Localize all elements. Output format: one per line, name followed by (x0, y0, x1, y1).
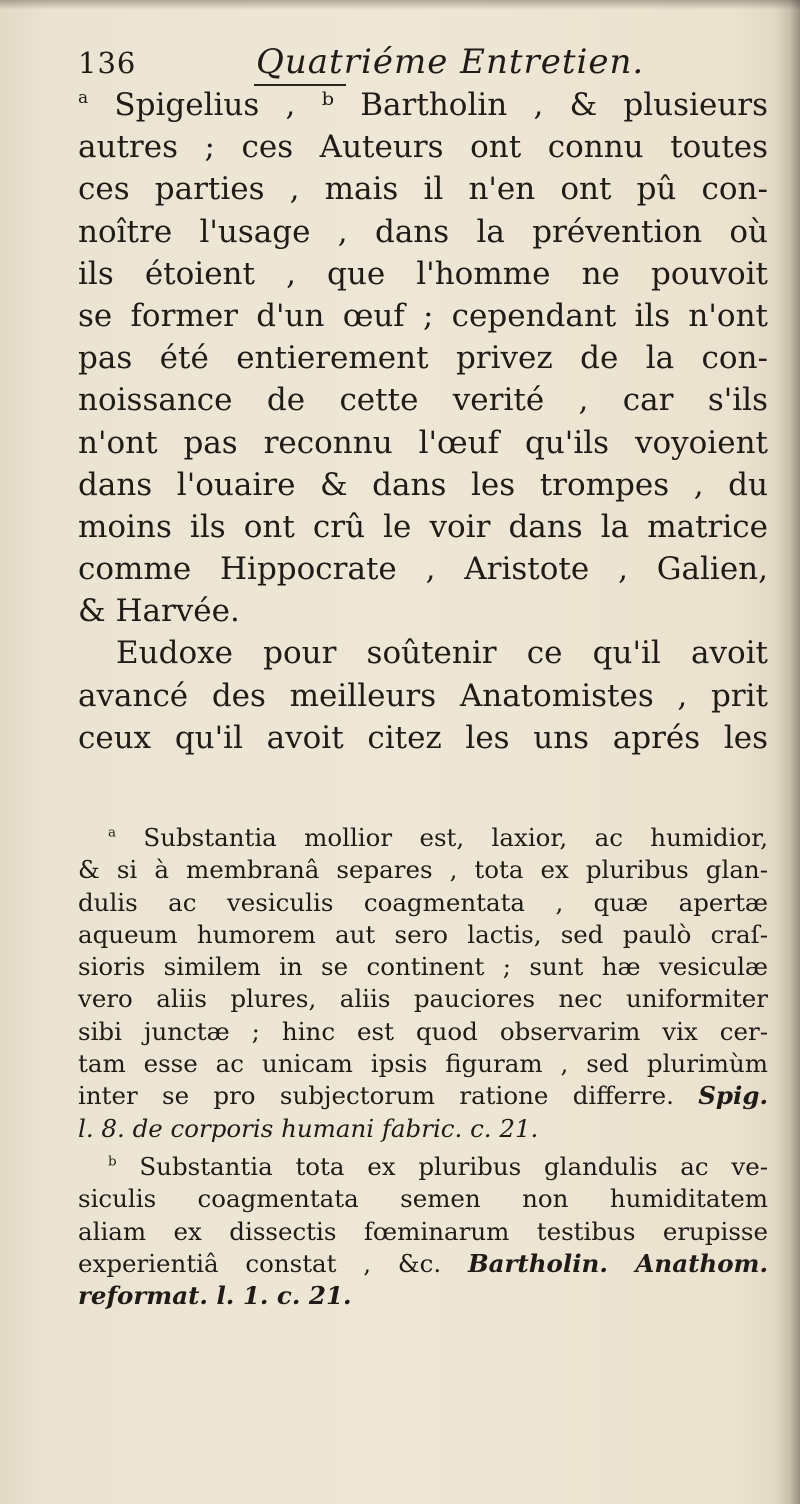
line-text: avancé des meilleurs Anatomistes , prit (78, 677, 768, 714)
text-line (78, 126, 768, 168)
page-number: 136 (78, 46, 137, 80)
footnote-line (78, 951, 768, 983)
line-text: moins ils ont crû le voir dans la matrice (78, 508, 768, 545)
text-line (78, 168, 768, 210)
footnotes (78, 822, 768, 1312)
footnote-line (78, 1280, 768, 1312)
line-text: dans l'ouaire & dans les trompes , du (78, 466, 768, 503)
text-line (78, 211, 768, 253)
footnote-line (78, 1113, 768, 1145)
line-text: & Harvée. (78, 593, 240, 630)
text-line (78, 379, 768, 421)
text-line (78, 422, 768, 464)
line-text: pas été entierement privez de la con- (78, 340, 768, 377)
footnote-line (78, 1016, 768, 1048)
text-line (78, 675, 768, 717)
line-text: se former d'un œuf ; cependant ils n'ont (78, 297, 768, 334)
line-text: ils étoient , que l'homme ne pouvoit (78, 255, 768, 292)
page-top-shadow (0, 0, 800, 10)
line-text: sioris similem in se continent ; sunt hæ vesiculæ (78, 952, 768, 982)
text-line (78, 548, 768, 590)
citation: l. 8. de corporis humani fabric. c. 21. (78, 1113, 539, 1143)
line-text: experientiâ constat , &c. (78, 1248, 442, 1278)
line-text: Eudoxe pour soûtenir ce qu'il avoit (116, 635, 768, 672)
note-marker: b (108, 1153, 117, 1170)
text-line (78, 337, 768, 379)
line-text: aqueum humorem aut sero lactis, sed paulò craſ- (78, 919, 768, 949)
line-text: comme Hippocrate , Aristote , Galien, (78, 551, 768, 588)
line-text: vero aliis plures, aliis pauciores nec uniformiter (78, 984, 768, 1014)
footnote-line (78, 1248, 768, 1280)
line-text: autres ; ces Auteurs ont connu toutes (78, 129, 768, 166)
footnote-line (78, 1151, 768, 1183)
text-line (78, 295, 768, 337)
main-text (78, 84, 768, 759)
footnote-line (78, 1183, 768, 1215)
footnote-line (78, 1216, 768, 1248)
line-text: sibi junctæ ; hinc est quod observarim vix cer- (78, 1016, 768, 1046)
footnote-line (78, 983, 768, 1015)
line-text: Substantia tota ex pluribus glandulis ac ve- (139, 1151, 768, 1181)
text-line (78, 464, 768, 506)
footnote-line (78, 887, 768, 919)
line-text: ceux qu'il avoit citez les uns aprés les (78, 719, 768, 756)
running-title: Quatriéme Entretien. (256, 42, 645, 82)
text-line (78, 632, 768, 674)
line-text: dulis ac vesiculis coagmentata , quæ apertæ (78, 887, 768, 917)
text-line (78, 717, 768, 759)
citation: Bartholin. Anathom. (467, 1248, 768, 1278)
line-text: n'ont pas reconnu l'œuf qu'ils voyoient (78, 424, 768, 461)
line-text: noissance de cette verité , car s'ils (78, 382, 768, 419)
line-text: Substantia mollior est, laxior, ac humidior, (143, 823, 768, 852)
line-text: ces parties , mais il n'en ont pû con- (78, 171, 768, 208)
line-text: aliam ex dissectis fœminarum testibus erupisse (78, 1216, 768, 1246)
footnote-line (78, 919, 768, 951)
footnote-line (78, 1080, 768, 1112)
line-text: & si à membranâ separes , tota ex pluribus glan- (78, 855, 768, 885)
text-line (78, 590, 768, 632)
line-text: noître l'usage , dans la prévention où (78, 213, 768, 250)
line-text: Spigelius , ᵇ Bartholin , & plusieurs (114, 87, 768, 123)
footnote-line (78, 822, 768, 854)
note-marker: a (78, 88, 89, 109)
text-line (78, 253, 768, 295)
citation: reformat. l. 1. c. 21. (78, 1281, 352, 1311)
note-marker: a (108, 824, 117, 841)
line-text: siculis coagmentata semen non humiditatem (78, 1184, 768, 1214)
footnote-line (78, 854, 768, 886)
line-text: tam esse ac unicam ipsis figuram , sed plurimùm (78, 1049, 768, 1079)
text-line (78, 506, 768, 548)
line-text: inter se pro subjectorum ratione differre. (78, 1081, 674, 1111)
text-line (78, 84, 768, 126)
citation: Spig. (698, 1081, 768, 1111)
footnote-line (78, 1048, 768, 1080)
